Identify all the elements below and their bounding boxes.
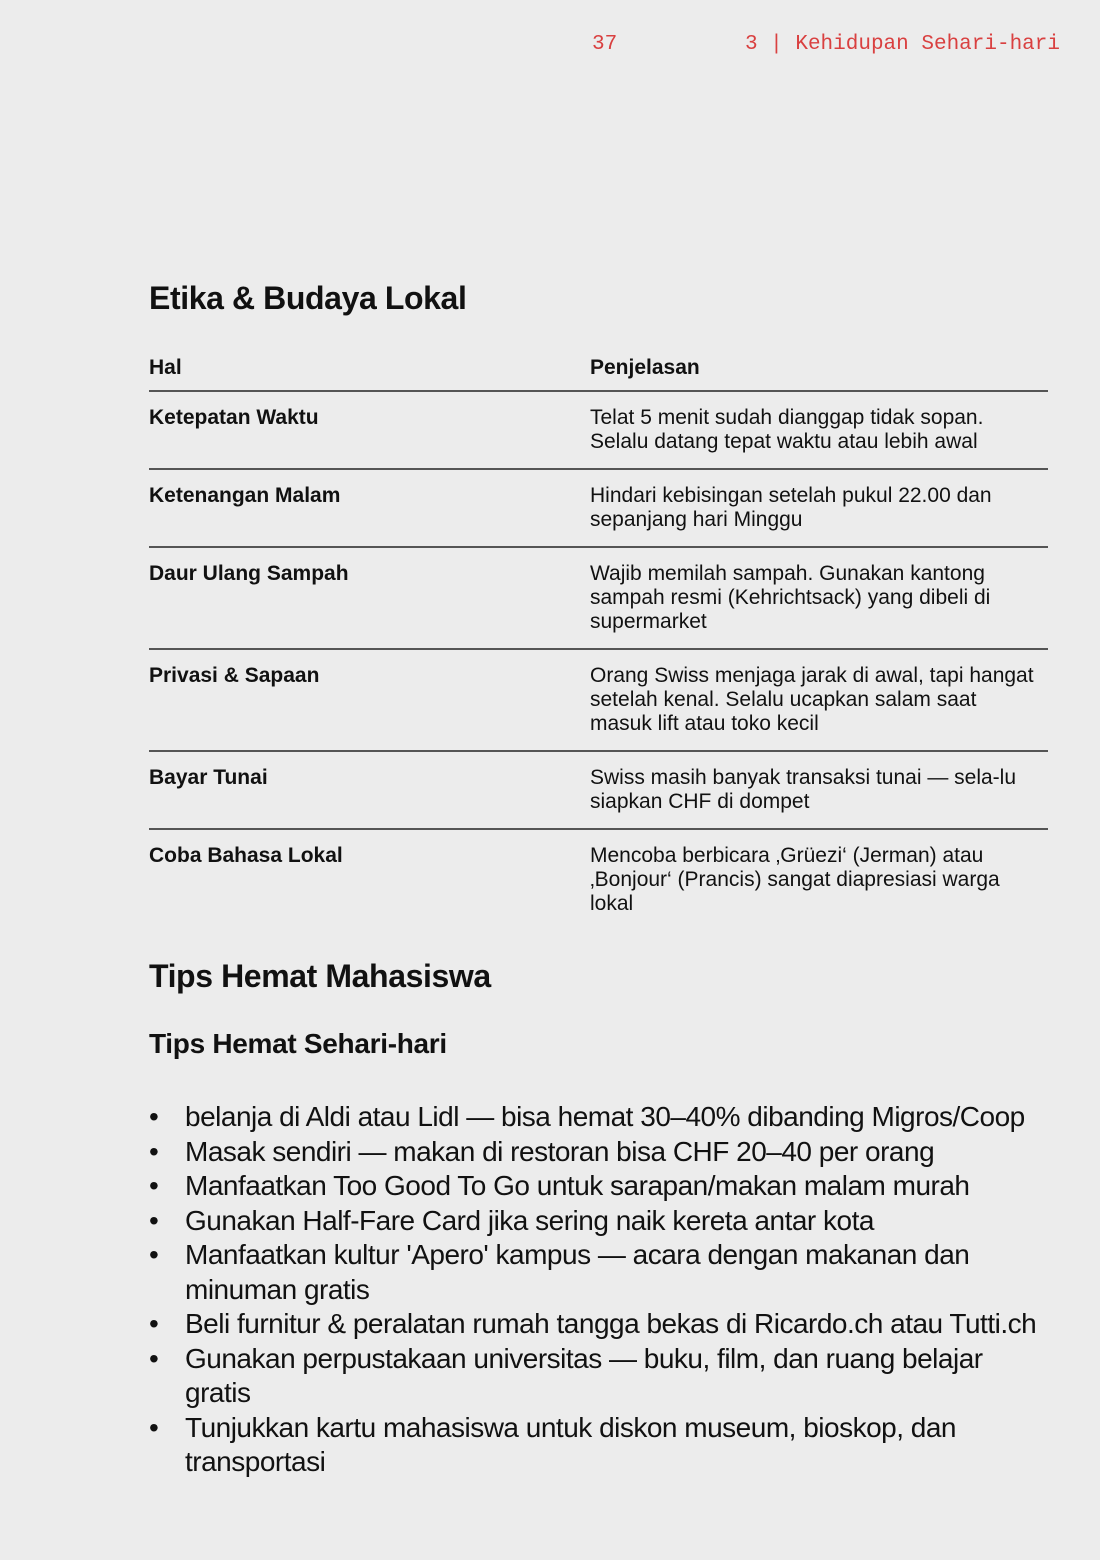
list-item-text: Gunakan perpustakaan universitas — buku, film, dan ruang belajar gratis <box>185 1342 983 1408</box>
table-row <box>149 649 1048 751</box>
row-description: Wajib memilah sampah. Gunakan kantong sampah resmi (Kehrichtsack) yang dibeli di supermarket <box>590 547 1048 649</box>
bullet-icon: • <box>149 1170 159 1201</box>
bullet-icon: • <box>149 1101 159 1132</box>
list-item-text: Masak sendiri — makan di restoran bisa CHF 20–40 per orang <box>185 1135 935 1167</box>
bullet-icon: • <box>149 1135 159 1167</box>
chapter-label: 3 | Kehidupan Sehari-hari <box>744 33 1060 56</box>
table-row <box>149 469 1048 547</box>
row-label: Ketenangan Malam <box>149 469 590 547</box>
row-description: Swiss masih banyak transaksi tunai — sela-lu siapkan CHF di dompet <box>590 751 1048 829</box>
row-label: Bayar Tunai <box>149 751 590 829</box>
table-row <box>149 391 1048 469</box>
bullet-icon: • <box>149 1411 159 1443</box>
tips-list <box>149 1100 1048 1480</box>
table-header-row <box>149 356 1048 391</box>
bullet-icon: • <box>149 1204 159 1236</box>
tips-subtitle: Tips Hemat Sehari-hari <box>149 1028 447 1059</box>
row-description: Hindari kebisingan setelah pukul 22.00 dan sepanjang hari Minggu <box>590 469 1048 547</box>
table-row <box>149 751 1048 829</box>
list-item <box>149 1204 1048 1239</box>
list-item <box>149 1100 1048 1135</box>
etiquette-title: Etika & Budaya Lokal <box>149 280 467 316</box>
table-row <box>149 547 1048 649</box>
list-item <box>149 1411 1048 1480</box>
bullet-icon: • <box>149 1239 159 1270</box>
row-description: Mencoba berbicara ‚Grüezi‘ (Jerman) atau ‚Bonjour‘ (Prancis) sangat diapresiasi warga lokal <box>590 844 1000 915</box>
bullet-icon: • <box>149 1342 159 1374</box>
list-item-text: Manfaatkan Too Good To Go untuk sarapan/makan malam murah <box>185 1170 970 1201</box>
list-item-text: Gunakan Half-Fare Card jika sering naik kereta antar kota <box>185 1204 874 1236</box>
list-item-text: Tunjukkan kartu mahasiswa untuk diskon museum, bioskop, dan transportasi <box>185 1411 956 1477</box>
list-item-text: Manfaatkan kultur 'Apero' kampus — acara dengan makanan dan minuman gratis <box>185 1239 970 1305</box>
list-item-text: Beli furnitur & peralatan rumah tangga bekas di Ricardo.ch atau Tutti.ch <box>185 1308 1037 1339</box>
row-label: Daur Ulang Sampah <box>149 547 590 649</box>
column-header-hal: Hal <box>149 356 590 391</box>
list-item-text: belanja di Aldi atau Lidl — bisa hemat 30–40% dibanding Migros/Coop <box>185 1101 1025 1132</box>
table-row <box>149 829 1048 930</box>
row-label: Ketepatan Waktu <box>149 391 590 469</box>
list-item <box>149 1307 1048 1342</box>
row-label: Privasi & Sapaan <box>149 649 590 751</box>
column-header-penjelasan: Penjelasan <box>590 356 1048 391</box>
bullet-icon: • <box>149 1308 159 1339</box>
tips-title: Tips Hemat Mahasiswa <box>149 958 491 994</box>
page-content <box>149 278 1048 1480</box>
list-item <box>149 1342 1048 1411</box>
list-item <box>149 1135 1048 1170</box>
etiquette-table <box>149 356 1048 930</box>
row-description: Orang Swiss menjaga jarak di awal, tapi hangat setelah kenal. Selalu ucapkan salam saat masuk lift atau toko kecil <box>590 649 1048 751</box>
running-header <box>0 33 1100 61</box>
row-label: Coba Bahasa Lokal <box>149 844 343 867</box>
list-item <box>149 1169 1048 1204</box>
row-description: Telat 5 menit sudah dianggap tidak sopan. Selalu datang tepat waktu atau lebih awal <box>590 391 1048 469</box>
page-number: 37 <box>592 33 618 56</box>
list-item <box>149 1238 1048 1307</box>
